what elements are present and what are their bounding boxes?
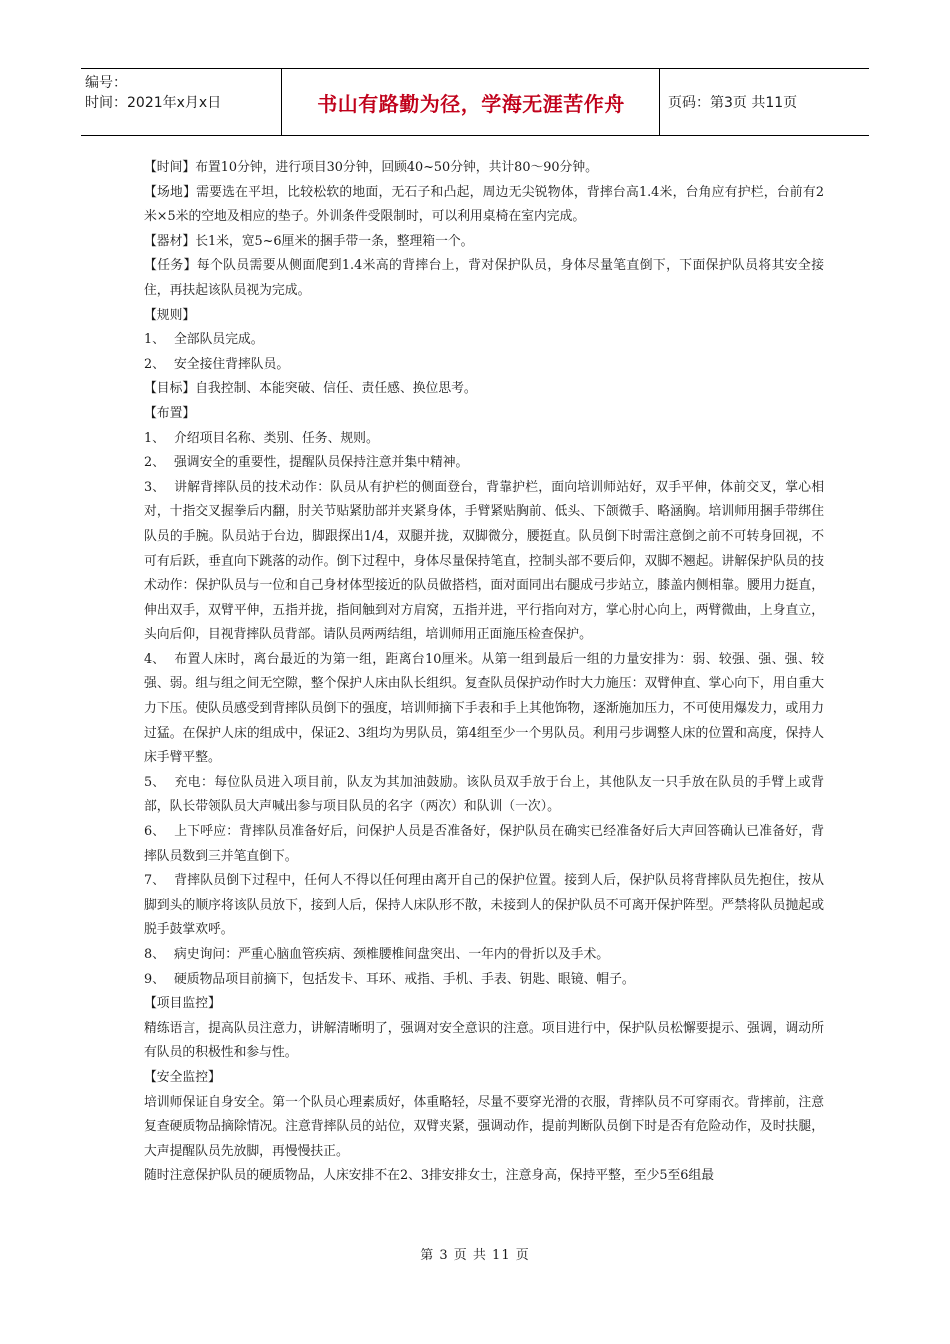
paragraph-task: 【任务】每个队员需要从侧面爬到1.4米高的背摔台上，背对保护队员，身体尽量笔直倒下，下面保护队员将其安全接住，再扶起该队员视为完成。	[144, 258, 824, 298]
rule-item	[144, 328, 824, 353]
setup-heading: 【布置】	[144, 405, 196, 421]
list-text: 硬质物品项目前摘下，包括发卡、耳环、戒指、手机、手表、钥匙、眼镜、帽子。	[174, 971, 635, 987]
code-label: 编号：	[85, 75, 127, 91]
setup-item	[144, 820, 824, 869]
list-number: 6、	[144, 824, 165, 840]
setup-item	[144, 943, 824, 968]
safety-heading: 【安全监控】	[144, 1069, 221, 1085]
list-number: 8、	[144, 947, 165, 962]
monitor-heading: 【项目监控】	[144, 996, 221, 1012]
list-number: 5、	[144, 774, 165, 790]
list-text: 全部队员完成。	[174, 332, 264, 348]
setup-item	[144, 771, 824, 820]
paragraph-venue: 【场地】需要选在平坦，比较松软的地面，无石子和凸起，周边无尖锐物体，背摔台高1.4米，台角应有护栏，台前有2米×5米的空地及相应的垫子。外训条件受限制时，可以利用桌椅在室内完成。	[144, 184, 824, 225]
list-number: 1、	[144, 332, 165, 348]
setup-item	[144, 869, 824, 943]
list-number: 9、	[144, 971, 165, 987]
paragraph-equipment: 【器材】长1米，宽5~6厘米的捆手带一条，整理箱一个。	[144, 233, 474, 249]
list-text: 安全接住背摔队员。	[174, 356, 290, 372]
setup-item	[144, 648, 824, 771]
header-page-number: 页码：第3页 共11页	[668, 95, 798, 111]
page-header	[81, 68, 869, 136]
setup-item	[144, 451, 824, 476]
rules-heading: 【规则】	[144, 307, 196, 323]
paragraph-time: 【时间】布置10分钟，进行项目30分钟，回顾40~50分钟，共计80～90分钟。	[144, 160, 598, 175]
paragraph-goal: 【目标】自我控制、本能突破、信任、责任感、换位思考。	[144, 381, 477, 397]
list-text: 病史询问：严重心脑血管疾病、颈椎腰椎间盘突出、一年内的骨折以及手术。	[174, 947, 610, 962]
rule-item	[144, 353, 824, 378]
page-footer: 第 3 页 共 11 页	[420, 1248, 530, 1263]
header-meta	[81, 69, 282, 135]
list-text: 上下呼应：背摔队员准备好后，问保护人员是否准备好，保护队员在确实已经准备好后大声回答确认已准备好，背摔队员数到三并笔直倒下。	[144, 824, 824, 864]
list-text: 充电：每位队员进入项目前，队友为其加油鼓励。该队员双手放于台上，其他队友一只手放在队员的手臂上或背部，队长带领队员大声喊出参与项目队员的名字（两次）和队训（一次）。	[144, 774, 824, 815]
paragraph-safety-1: 培训师保证自身安全。第一个队员心理素质好，体重略轻，尽量不要穿光滑的衣服，背摔队员不可穿雨衣。背摔前，注意复查硬质物品摘除情况。注意背摔队员的站位，双臂夹紧，强调动作，提前判断队员倒下时是否有危险动作，及时扶腿，大声提醒队员先放脚，再慢慢扶正。	[144, 1094, 824, 1159]
setup-item	[144, 968, 824, 993]
list-number: 7、	[144, 873, 165, 889]
list-number: 3、	[144, 479, 165, 495]
list-number: 2、	[144, 455, 165, 471]
setup-item	[144, 427, 824, 452]
list-text: 讲解背摔队员的技术动作：队员从有护栏的侧面登台，背靠护栏，面向培训师站好，双手平伸，体前交叉，掌心相对，十指交叉握拳后内翻，肘关节贴紧肋部并夹紧身体，手臂紧贴胸前、低头、下颌微手、略涵胸。培训师用捆手带绑住队员的手腕。队员站于台边，脚跟探出1/4，双腿并拢，双脚微分，腰挺直。队员倒下时需注意倒之前不可转身回视，不可有后跃，垂直向下跳落的动作。倒下过程中，身体尽量保持笔直，控制头部不要后仰，双脚不翘起。讲解保护队员的技术动作：保护队员与一位和自己身材体型接近的队员做搭档，面对面同出右腿成弓步站立，膝盖内侧相靠。腰用力挺直，伸出双手，双臂平伸，五指并拢，指间触到对方肩窝，五指并进，平行指向对方，掌心肘心向上，两臂微曲，上身直立，头向后仰，目视背摔队员背部。请队员两两结组，培训师用正面施压检查保护。	[144, 479, 824, 643]
list-text: 介绍项目名称、类别、任务、规则。	[174, 430, 379, 446]
date-label: 时间：2021年x月x日	[85, 95, 222, 111]
list-text: 布置人床时，离台最近的为第一组，距离台10厘米。从第一组到最后一组的力量安排为：弱、较强、强、强、较强、弱。组与组之间无空隙，整个保护人床由队长组织。复查队员保护动作时大力施压：双臂伸直、掌心向下，用自重大力下压。使队员感受到背摔队员倒下的强度，培训师摘下手表和手上其他饰物，逐渐施加压力，不可使用爆发力，或用力过猛。在保护人床的组成中，保证2、3组均为男队员，第4组至少一个男队员。利用弓步调整人床的位置和高度，保持人床手臂平整。	[144, 651, 824, 766]
paragraph-monitor: 精练语言，提高队员注意力，讲解清晰明了，强调对安全意识的注意。项目进行中，保护队员松懈要提示、强调，调动所有队员的积极性和参与性。	[144, 1020, 824, 1061]
list-number: 2、	[144, 356, 165, 372]
setup-item	[144, 476, 824, 648]
list-number: 4、	[144, 651, 165, 667]
document-body	[144, 156, 824, 1189]
list-text: 背摔队员倒下过程中，任何人不得以任何理由离开自己的保护位置。接到人后，保护队员将背摔队员先抱住，按从脚到头的顺序将该队员放下，接到人后，保持人床队形不散，未接到人的保护队员不可离开保护阵型。严禁将队员抛起或脱手鼓掌欢呼。	[144, 873, 824, 938]
list-text: 强调安全的重要性，提醒队员保持注意并集中精神。	[174, 455, 469, 471]
list-number: 1、	[144, 430, 165, 446]
header-motto: 书山有路勤为径，学海无涯苦作舟	[283, 69, 660, 135]
paragraph-safety-2: 随时注意保护队员的硬质物品，人床安排不在2、3排安排女士，注意身高，保持平整，至少5至6组最	[144, 1168, 715, 1184]
